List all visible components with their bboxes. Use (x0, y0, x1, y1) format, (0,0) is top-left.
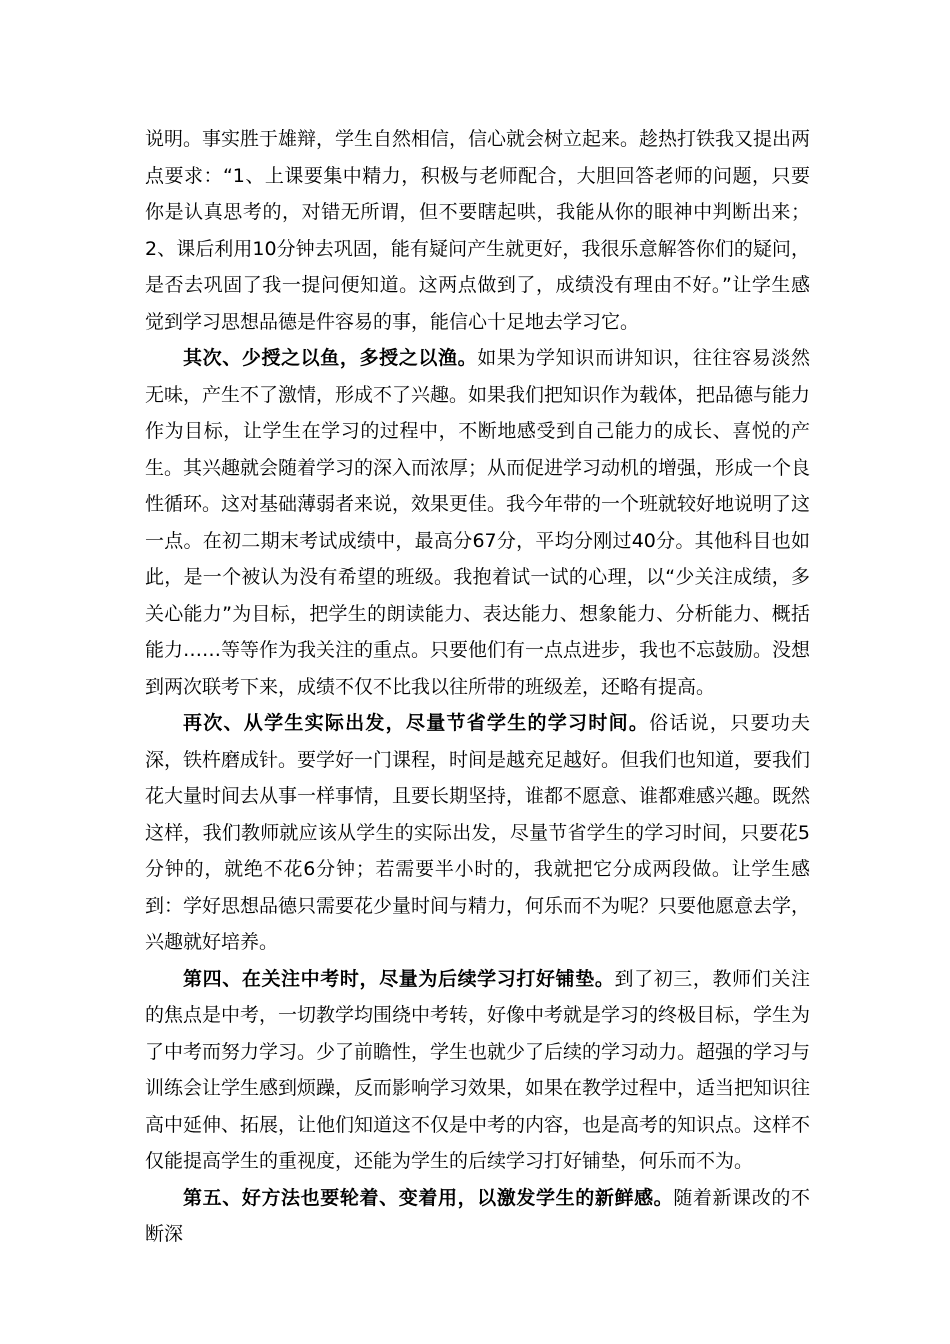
paragraph-1 (145, 121, 810, 340)
paragraph-3 (145, 705, 810, 961)
document-body (145, 121, 810, 1253)
paragraph-4-heading: 第四、在关注中考时，尽量为后续学习打好铺垫。 (183, 967, 615, 990)
paragraph-4-text: 到了初三，教师们关注的焦点是中考，一切教学均围绕中考转，好像中考就是学习的终极目标，学生为了中考而努力学习。少了前瞻性，学生也就少了后续的学习动力。超强的学习与训练会让学生感到烦躁，反而影响学习效果，如果在教学过程中，适当把知识往高中延伸、拓展，让他们知道这不仅是中考的内容，也是高考的知识点。这样不仅能提高学生的重视度，还能为学生的后续学习打好铺垫，何乐而不为。 (145, 967, 811, 1172)
paragraph-5 (145, 1180, 810, 1253)
paragraph-2-heading: 其次、少授之以鱼，多授之以渔。 (183, 347, 478, 369)
paragraph-2-text: 如果为学知识而讲知识，往往容易淡然无味，产生不了激情，形成不了兴趣。如果我们把知识作为载体，把品德与能力作为目标，让学生在学习的过程中，不断地感受到自己能力的成长、喜悦的产生。其兴趣就会随着学习的深入而浓厚；从而促进学习动机的增强，形成一个良性循环。这对基础薄弱者来说，效果更佳。我今年带的一个班就较好地说明了这一点。在初二期末考试成绩中，最高分67分，平均分刚过40分。其他科目也如此，是一个被认为没有希望的班级。我抱着试一试的心理，以“少关注成绩，多关心能力”为目标，把学生的朗读能力、表达能力、想象能力、分析能力、概括能力……等等作为我关注的重点。只要他们有一点点进步，我也不忘鼓励。没想到两次联考下来，成绩不仅不比我以往所带的班级差，还略有提高。 (145, 347, 811, 698)
paragraph-5-heading: 第五、好方法也要轮着、变着用，以激发学生的新鲜感。 (183, 1186, 674, 1209)
paragraph-2 (145, 340, 810, 705)
paragraph-5-text: 随着新课改的不断深 (145, 1186, 810, 1245)
paragraph-3-text: 俗话说，只要功夫深，铁杵磨成针。要学好一门课程，时间是越充足越好。但我们也知道，要我们花大量时间去从事一样事情，且要长期坚持，谁都不愿意、谁都难感兴趣。既然这样，我们教师就应该从学生的实际出发，尽量节省学生的学习时间，只要花5分钟的，就绝不花6分钟；若需要半小时的，我就把它分成两段做。让学生感到：学好思想品德只需要花少量时间与精力，何乐而不为呢？只要他愿意去学，兴趣就好培养。 (145, 712, 811, 953)
paragraph-1-text: 说明。事实胜于雄辩，学生自然相信，信心就会树立起来。趁热打铁我又提出两点要求：“1、上课要集中精力，积极与老师配合，大胆回答老师的问题，只要你是认真思考的，对错无所谓，但不要瞎起哄，我能从你的眼神中判断出来；2、课后利用10分钟去巩固，能有疑问产生就更好，我很乐意解答你们的疑问，是否去巩固了我一提问便知道。这两点做到了，成绩没有理由不好。”让学生感觉到学习思想品德是件容易的事，能信心十足地去学习它。 (145, 128, 811, 333)
paragraph-3-heading: 再次、从学生实际出发，尽量节省学生的学习时间。 (183, 712, 650, 734)
paragraph-4 (145, 961, 810, 1180)
